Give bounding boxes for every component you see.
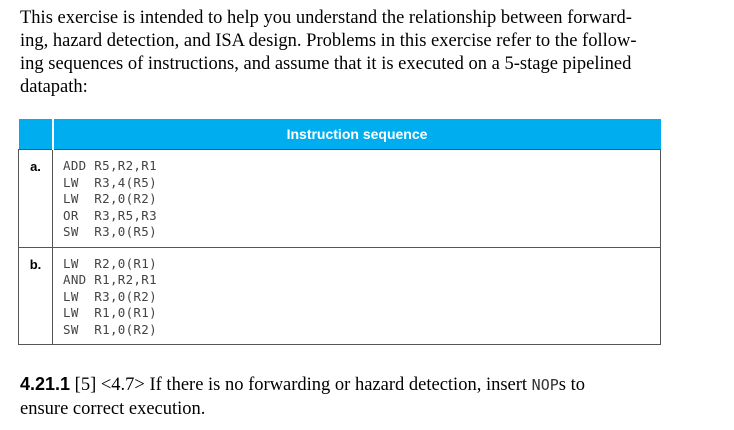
question-text-suffix: s to <box>558 375 585 395</box>
row-label-b: b. <box>19 247 53 345</box>
table-row-b <box>19 247 661 345</box>
question-4-21-1 <box>20 372 720 421</box>
instruction-sequence-table <box>18 119 661 345</box>
instruction-list-b <box>53 247 661 345</box>
table-row-a <box>19 150 661 248</box>
instruction-line: LW R2,0(R2) <box>63 191 157 206</box>
intro-line: ing sequences of instructions, and assume that it is executed on a 5-stage pipelined <box>20 54 632 74</box>
question-text: [5] <4.7> If there is no forwarding or hazard detection, insert <box>70 375 532 395</box>
instruction-line: SW R3,0(R5) <box>63 224 157 239</box>
table-header-title: Instruction sequence <box>53 119 661 150</box>
exercise-intro <box>20 7 720 99</box>
instruction-line: AND R1,R2,R1 <box>63 272 157 287</box>
table-header-blank-cell <box>19 119 53 150</box>
nop-code: NOP <box>531 376 559 394</box>
instruction-line: ADD R5,R2,R1 <box>63 158 157 173</box>
instruction-line: LW R2,0(R1) <box>63 255 157 271</box>
intro-line: datapath: <box>20 77 88 97</box>
question-line-2: ensure correct execution. <box>20 399 206 419</box>
question-line-1 <box>20 372 720 397</box>
question-number: 4.21.1 <box>20 374 71 394</box>
instruction-line: OR R3,R5,R3 <box>63 207 157 223</box>
table-header-row <box>19 119 661 150</box>
instruction-line: LW R3,0(R2) <box>63 288 157 304</box>
row-label-a: a. <box>19 150 53 248</box>
instruction-line: LW R1,0(R1) <box>63 305 157 320</box>
instruction-list-a <box>53 150 661 248</box>
intro-line: ing, hazard detection, and ISA design. Problems in this exercise refer to the follow- <box>20 31 637 51</box>
instruction-line: SW R1,0(R2) <box>63 321 157 337</box>
instruction-line: LW R3,4(R5) <box>63 174 157 190</box>
intro-line: This exercise is intended to help you understand the relationship between forward- <box>20 8 632 28</box>
